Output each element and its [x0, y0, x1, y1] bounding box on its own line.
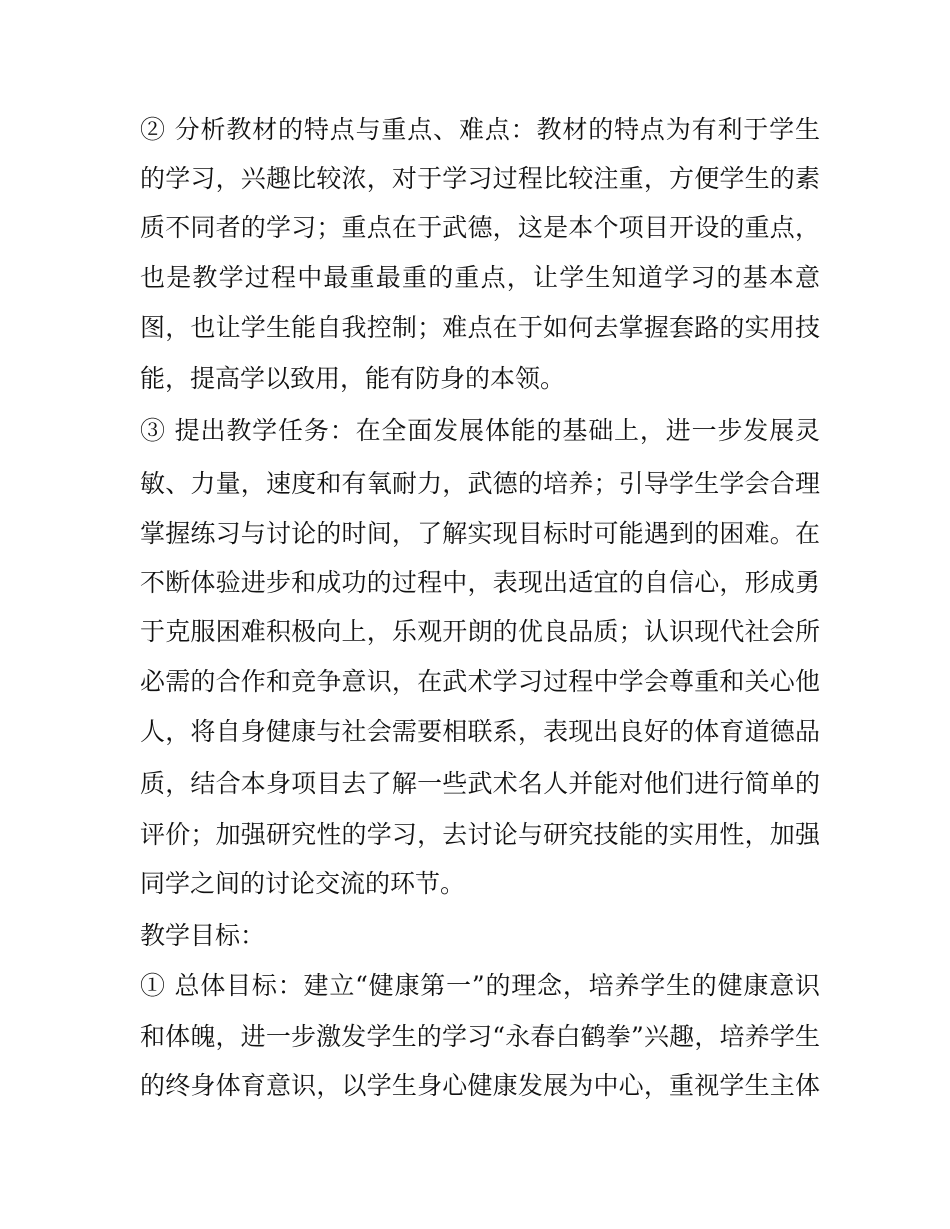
- text-line: 的终身体育意识，以学生身心健康发展为中心，重视学生主体: [140, 1071, 820, 1100]
- text-line: 能，提高学以致用，能有防身的本领。: [140, 364, 566, 393]
- text-line: 质不同者的学习；重点在于武德，这是本个项目开设的重点，: [140, 213, 820, 242]
- text-line: 图，也让学生能自我控制；难点在于如何去掌握套路的实用技: [140, 313, 820, 342]
- text-line: 评价；加强研究性的学习，去讨论与研究技能的实用性，加强: [140, 820, 820, 849]
- text-line: 同学之间的讨论交流的环节。: [140, 869, 466, 898]
- text-line: 于克服困难积极向上，乐观开朗的优良品质；认识现代社会所: [140, 617, 820, 646]
- section-heading: 教学目标：: [140, 921, 266, 950]
- text-line: 人，将自身健康与社会需要相联系，表现出良好的体育道德品: [140, 717, 820, 746]
- text-line: ① 总体目标：建立“健康第一”的理念，培养学生的健康意识: [140, 971, 820, 1000]
- text-line: 和体魄，进一步激发学生的学习“永春白鹤拳”兴趣，培养学生: [140, 1022, 820, 1051]
- text-line: 质，结合本身项目去了解一些武术名人并能对他们进行简单的: [140, 769, 820, 798]
- text-line: 掌握练习与讨论的时间，了解实现目标时可能遇到的困难。在: [140, 519, 820, 548]
- text-line: 敏、力量，速度和有氧耐力，武德的培养；引导学生学会合理: [140, 469, 820, 498]
- text-line: ③ 提出教学任务：在全面发展体能的基础上，进一步发展灵: [140, 416, 820, 445]
- text-line: 的学习，兴趣比较浓，对于学习过程比较注重，方便学生的素: [140, 164, 820, 193]
- text-line: 必需的合作和竞争意识，在武术学习过程中学会尊重和关心他: [140, 667, 820, 696]
- text-line: 也是教学过程中最重最重的重点，让学生知道学习的基本意: [140, 263, 820, 292]
- text-line: ② 分析教材的特点与重点、难点：教材的特点为有利于学生: [140, 115, 820, 144]
- text-line: 不断体验进步和成功的过程中，表现出适宜的自信心，形成勇: [140, 568, 820, 597]
